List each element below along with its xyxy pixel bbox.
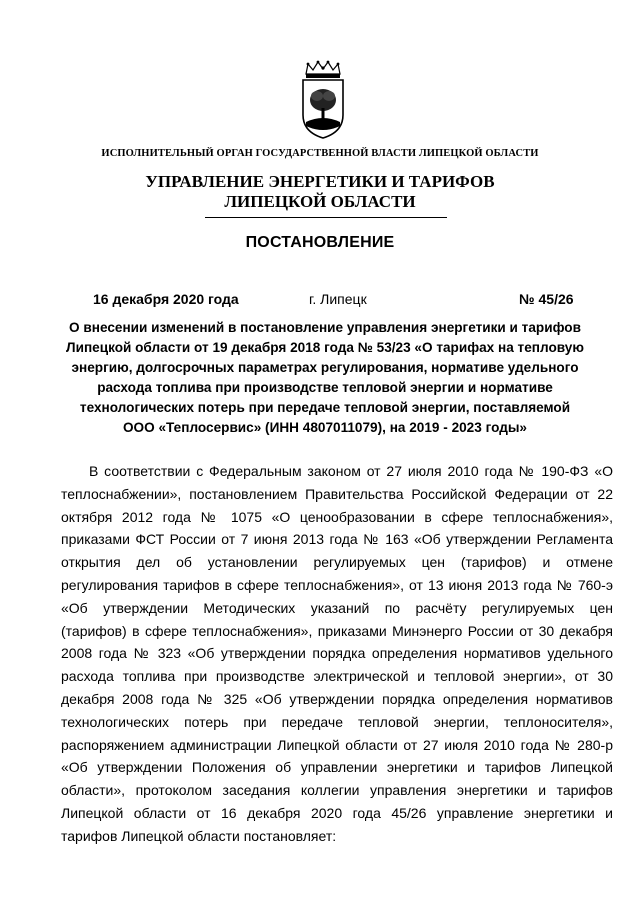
- body-line: 2008 года № 323 «Об утверждении порядка определения нормативов удельного: [61, 645, 613, 662]
- body-line: расхода топлива при производстве электрической и тепловой энергии», от 30: [61, 668, 613, 685]
- document-subject: [60, 318, 590, 438]
- body-line: регулирования тарифов в сфере теплоснабжения», от 13 июня 2013 года № 760-э: [61, 576, 613, 593]
- subject-line: расхода топлива при производстве тепловой энергии и нормативе: [97, 380, 553, 395]
- body-line: Липецкой области от 16 декабря 2020 года 45/26 управление энергетики и: [61, 804, 613, 821]
- crown-icon: [306, 61, 340, 78]
- org-line: ИСПОЛНИТЕЛЬНЫЙ ОРГАН ГОСУДАРСТВЕННОЙ ВЛАСТИ ЛИПЕЦКОЙ ОБЛАСТИ: [101, 148, 539, 159]
- body-line: тарифов Липецкой области постановляет:: [61, 827, 337, 844]
- body-line: приказами ФСТ России от 7 июня 2013 года № 163 «Об утверждении Регламента: [61, 531, 613, 548]
- title-divider: [205, 217, 447, 218]
- subject-line: ООО «Теплосервис» (ИНН 4807011079), на 2019 - 2023 годы»: [122, 420, 527, 435]
- subject-line: О внесении изменений в постановление управления энергетики и тарифов: [69, 320, 581, 335]
- document-number: № 45/26: [519, 291, 574, 307]
- body-paragraph: [61, 460, 613, 848]
- subject-line: технологических потерь при передаче тепловой энергии, поставляемой: [79, 400, 571, 415]
- body-line: В соответствии с Федеральным законом от 27 июля 2010 года № 190-ФЗ «О: [89, 463, 613, 479]
- subject-line: энергию, долгосрочных параметрах регулирования, нормативе удельного: [71, 360, 579, 375]
- lipetsk-coat-of-arms-icon: [298, 60, 348, 140]
- body-line: распоряжением администрации Липецкой области от 27 июля 2010 года № 280-р: [61, 736, 613, 753]
- body-line: декабря 2008 года № 325 «Об утверждении порядка определения нормативов: [61, 690, 613, 707]
- document-type: ПОСТАНОВЛЕНИЕ: [245, 234, 395, 251]
- body-line: области», протоколом заседания коллегии управления энергетики и тарифов: [61, 782, 613, 799]
- document-city: г. Липецк: [309, 291, 367, 307]
- body-line: октября 2012 года № 1075 «О ценообразовании в сфере теплоснабжения»,: [61, 508, 613, 525]
- body-line: открытия дел об установлении регулируемых цен (тарифов) и отмене: [61, 554, 613, 571]
- department-title-line: УПРАВЛЕНИЕ ЭНЕРГЕТИКИ И ТАРИФОВ: [145, 172, 495, 191]
- subject-line: Липецкой области от 19 декабря 2018 года № 53/23 «О тарифах на тепловую: [66, 340, 584, 355]
- body-line: (тарифов) в сфере теплоснабжения», приказами Минэнерго России от 30 декабря: [61, 622, 613, 639]
- body-line: теплоснабжении», постановлением Правительства Российской Федерации от 22: [61, 485, 613, 502]
- document-date: 16 декабря 2020 года: [93, 291, 239, 307]
- department-title-line: ЛИПЕЦКОЙ ОБЛАСТИ: [224, 192, 416, 211]
- body-line: «Об утверждении Методических указаний по расчёту регулируемых цен: [61, 599, 613, 616]
- body-line: технологических потерь при передаче тепловой энергии, теплоносителя»,: [61, 713, 613, 730]
- department-title: [0, 172, 640, 212]
- body-line: «Об утверждении Положения об управлении энергетики и тарифов Липецкой: [61, 759, 613, 776]
